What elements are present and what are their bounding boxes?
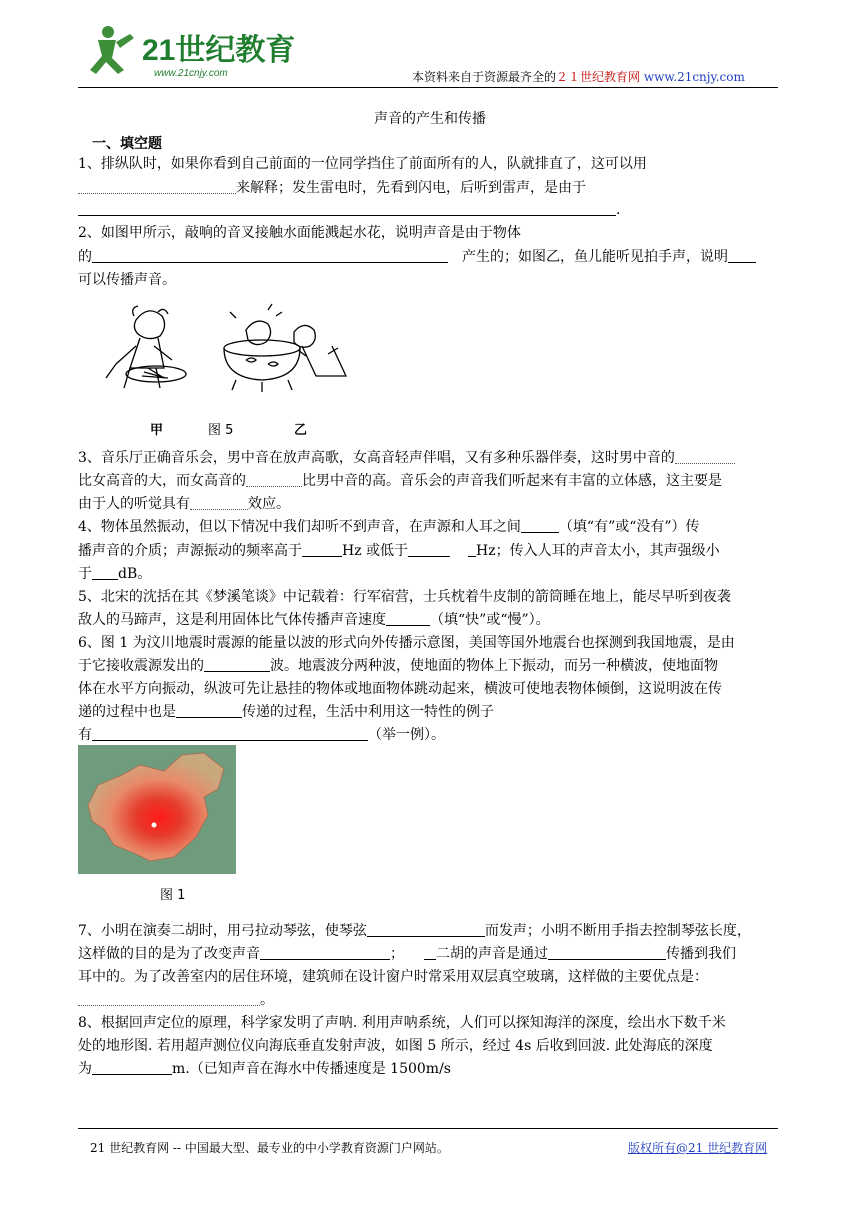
q6-line-4 bbox=[78, 701, 494, 721]
q7-blank-1[interactable] bbox=[367, 921, 485, 937]
q8-line-3 bbox=[78, 1058, 451, 1078]
q6-text-d-post: 传递的过程，生活中利用这一特性的例子 bbox=[242, 704, 494, 720]
q2-line-3: 可以传播声音。 bbox=[78, 272, 176, 288]
q4-blank-3[interactable] bbox=[408, 541, 450, 557]
q6-line-1: 6、图 1 为汶川地震时震源的能量以波的形式向外传播示意图，美国等国外地震台也探测到我国地震，是由 bbox=[78, 635, 735, 651]
header-note-site: ２１世纪教育网 bbox=[556, 70, 641, 84]
q6-text-b-post: 波。地震波分两种波，使地面的物体上下振动，而另一种横波，使地面物 bbox=[270, 658, 718, 674]
q8-line-2: 处的地形图. 若用超声测位仪向海底垂直发射声波，如图 5 所示，经过 4s 后收到回波. 此处海底的深度 bbox=[78, 1038, 713, 1054]
figure-5-label-jia: 甲 bbox=[150, 423, 164, 438]
q4-line-3 bbox=[78, 563, 151, 583]
q3-blank-1[interactable] bbox=[675, 448, 735, 464]
q6-line-5 bbox=[78, 724, 445, 744]
q7-blank-3[interactable] bbox=[548, 944, 666, 960]
q1-blank-2[interactable] bbox=[78, 200, 616, 216]
q1-text-b: 来解释；发生雷电时，先看到闪电，后听到雷声，是由于 bbox=[236, 180, 586, 196]
q7-text-b-post: 传播到我们 bbox=[666, 946, 736, 962]
q3-blank-2[interactable] bbox=[246, 471, 302, 487]
q6-text-e-post: （举一例）。 bbox=[368, 727, 445, 743]
q8-text-c-pre: 为 bbox=[78, 1061, 92, 1077]
q7-text-a-post: 而发声；小明不断用手指去控制琴弦长度， bbox=[484, 923, 751, 939]
section-heading: 一、填空题 bbox=[92, 136, 162, 152]
q5-line-2 bbox=[78, 609, 550, 629]
q7-line-3: 耳中的。为了改善室内的居住环境，建筑师在设计窗户时常采用双层真空玻璃，这样做的主要优点是： bbox=[78, 969, 708, 985]
q3-blank-3[interactable] bbox=[190, 494, 248, 510]
q7-text-b-mid2: 二胡的声音是通过 bbox=[436, 946, 548, 962]
q8-blank-1[interactable] bbox=[92, 1059, 172, 1075]
q6-blank-2[interactable] bbox=[176, 702, 242, 718]
q1-end: . bbox=[616, 202, 621, 218]
q4-blank-2[interactable] bbox=[302, 541, 342, 557]
q3-text-b-pre: 比女高音的大，而女高音的 bbox=[78, 473, 246, 489]
figure-5-label-yi: 乙 bbox=[294, 423, 308, 438]
q4-text-b-pre: 播声音的介质；声源振动的频率高于 bbox=[78, 543, 302, 559]
q4-text-b-mid: Hz 或低于 bbox=[342, 543, 409, 559]
q2-line-1: 2、如图甲所示，敲响的音叉接触水面能溅起水花，说明声音是由于物体 bbox=[78, 225, 521, 241]
q2-blank-2[interactable] bbox=[728, 247, 756, 263]
q3-line-1 bbox=[78, 447, 735, 467]
q6-line-3: 体在水平方向振动，纵波可先让悬挂的物体或地面物体跳动起来，横波可使地表物体倾倒，这说明波在传 bbox=[78, 681, 722, 697]
q7-text-b-pre: 这样做的目的是为了改变声音 bbox=[78, 946, 260, 962]
q7-text-d-post: 。 bbox=[260, 992, 274, 1008]
q4-line-2 bbox=[78, 540, 720, 560]
q4-blank-1[interactable] bbox=[521, 517, 559, 533]
q3-line-3 bbox=[78, 493, 290, 513]
q2-line-2 bbox=[78, 246, 756, 266]
q5-blank-1[interactable] bbox=[386, 610, 430, 626]
document-title: 声音的产生和传播 bbox=[374, 111, 486, 127]
footer-text: 21 世纪教育网 -- 中国最大型、最专业的中小学教育资源门户网站。 bbox=[90, 1141, 449, 1155]
q7-line-4 bbox=[78, 989, 274, 1009]
q1-line-3 bbox=[78, 200, 620, 218]
q7-blank-2[interactable] bbox=[260, 944, 390, 960]
header-note-url[interactable]: www.21cnjy.com bbox=[643, 70, 745, 84]
q4-text-b-post: Hz；传入人耳的声音太小，其声强级小 bbox=[476, 543, 720, 559]
q4-line-1 bbox=[78, 516, 700, 536]
q6-text-d-pre: 递的过程中也是 bbox=[78, 704, 176, 720]
q5-text-b-post: （填“快”或“慢”）。 bbox=[430, 612, 550, 628]
figure-children-with-fishbowl bbox=[224, 304, 346, 392]
site-logo bbox=[86, 24, 296, 86]
q8-text-c-post: m.（已知声音在海水中传播速度是 1500m/s bbox=[172, 1061, 451, 1077]
header-note bbox=[412, 68, 745, 85]
figure-5-drawing bbox=[96, 302, 356, 412]
q3-line-2 bbox=[78, 470, 722, 490]
q6-text-e-pre: 有 bbox=[78, 727, 92, 743]
q6-blank-3[interactable] bbox=[92, 725, 368, 741]
q4-blank-4[interactable] bbox=[92, 564, 118, 580]
q3-text-b-post: 比男中音的高。音乐会的声音我们听起来有丰富的立体感，这主要是 bbox=[302, 473, 722, 489]
figure-5-caption: 图 5 bbox=[208, 423, 234, 438]
q7-line-1 bbox=[78, 920, 751, 940]
q3-text-c-post: 效应。 bbox=[248, 496, 290, 512]
figure-1-caption: 图 1 bbox=[160, 888, 186, 903]
q6-blank-1[interactable] bbox=[204, 656, 270, 672]
q5-text-b-pre: 敌人的马蹄声，这是利用固体比气体传播声音速度 bbox=[78, 612, 386, 628]
q3-text-a: 3、音乐厅正确音乐会，男中音在放声高歌，女高音轻声伴唱，又有多种乐器伴奏，这时男中音的 bbox=[78, 450, 675, 466]
q7-text-b-mid: ； bbox=[390, 946, 404, 962]
q6-text-b-pre: 于它接收震源发出的 bbox=[78, 658, 204, 674]
q8-line-1: 8、根据回声定位的原理，科学家发明了声呐. 利用声呐系统，人们可以探知海洋的深度，绘出水下数千米 bbox=[78, 1015, 726, 1031]
q7-blank-2b[interactable] bbox=[424, 944, 436, 960]
q7-blank-4[interactable] bbox=[78, 990, 260, 1006]
q4-blank-3b[interactable] bbox=[468, 541, 476, 557]
logo-url: www.21cnjy.com bbox=[154, 68, 228, 79]
q1-line-1: 1、排纵队时，如果你看到自己前面的一位同学挡住了前面所有的人，队就排直了，这可以用 bbox=[78, 156, 647, 172]
q7-line-2 bbox=[78, 943, 736, 963]
q5-line-1: 5、北宋的沈括在其《梦溪笔谈》中记载着：行军宿营，士兵枕着牛皮制的箭筒睡在地上，能尽早听到夜袭 bbox=[78, 589, 731, 605]
footer-copyright-link[interactable]: 版权所有@21 世纪教育网 bbox=[628, 1141, 768, 1155]
footer-divider bbox=[78, 1128, 778, 1129]
q1-line-2 bbox=[78, 177, 586, 197]
q7-text-a-pre: 7、小明在演奏二胡时，用弓拉动琴弦，使琴弦 bbox=[78, 923, 367, 939]
q4-text-a-pre: 4、物体虽然振动，但以下情况中我们却听不到声音，在声源和人耳之间 bbox=[78, 519, 521, 535]
header-divider bbox=[78, 87, 778, 88]
q6-line-2 bbox=[78, 655, 718, 675]
figure-girl-with-fork bbox=[106, 306, 186, 388]
earthquake-map-image bbox=[78, 745, 236, 874]
logo-text: 21世纪教育 bbox=[142, 34, 296, 67]
q3-text-c-pre: 由于人的听觉具有 bbox=[78, 496, 190, 512]
q4-text-c-pre: 于 bbox=[78, 566, 92, 582]
q2-text-b-pre: 的 bbox=[78, 249, 92, 265]
q4-text-a-post: （填“有”或“没有”）传 bbox=[558, 519, 700, 535]
header-note-prefix: 本资料来自于资源最齐全的 bbox=[412, 70, 557, 84]
q4-text-c-post: dB。 bbox=[118, 566, 152, 582]
q2-text-b-mid: 产生的；如图乙，鱼儿能听见拍手声，说明 bbox=[462, 249, 728, 265]
q2-blank-1[interactable] bbox=[92, 247, 448, 263]
q1-blank-1[interactable] bbox=[78, 178, 236, 194]
